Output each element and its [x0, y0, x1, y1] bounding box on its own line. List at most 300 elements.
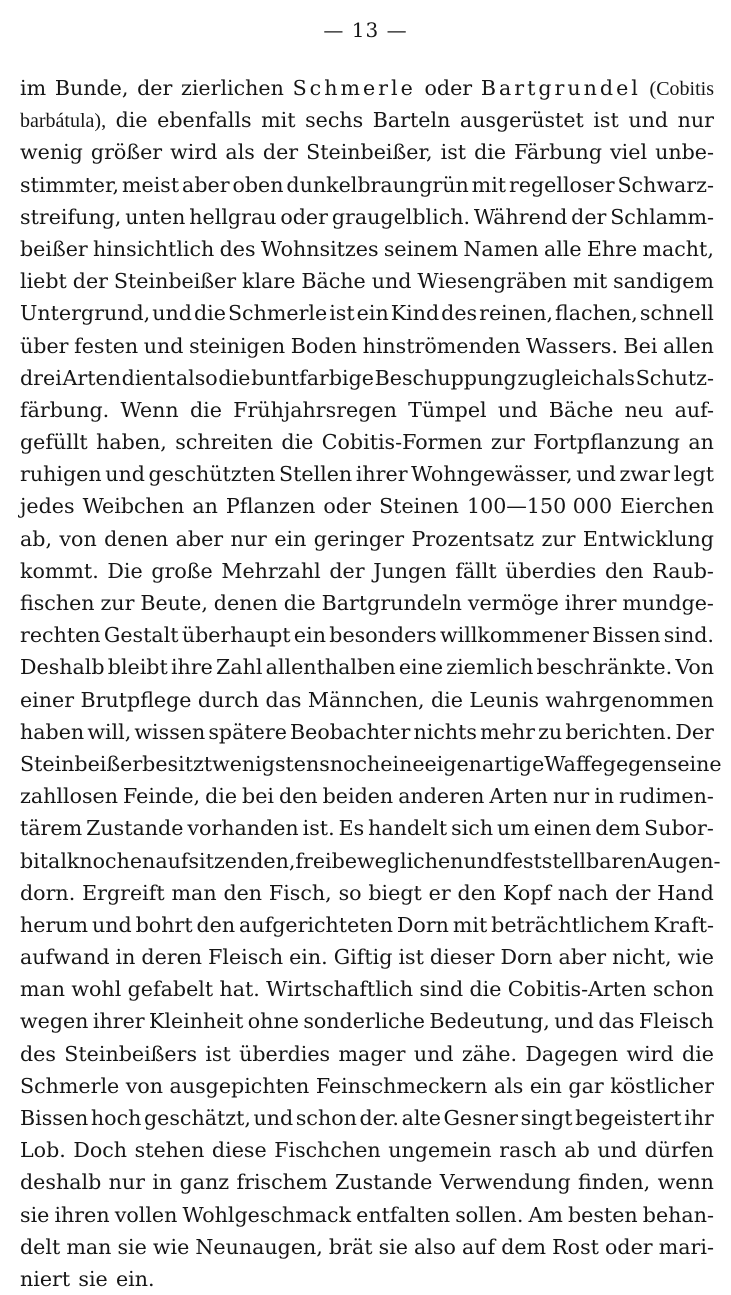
word: Deshalb [20, 655, 105, 680]
word: Bissen [20, 1106, 89, 1130]
word: rechten [20, 623, 101, 648]
word: bleibt [107, 655, 168, 680]
word: ein [274, 526, 307, 551]
word: dem [501, 1234, 547, 1259]
word: geschätzt, [143, 1106, 251, 1130]
word: aber [558, 945, 607, 970]
word: macht, [642, 236, 714, 261]
word: und [152, 301, 192, 326]
word: ist [329, 301, 355, 326]
word: beiden [322, 784, 394, 809]
word: Zustande [335, 1170, 433, 1195]
word: ein. [289, 945, 328, 970]
word: köstlicher [610, 1073, 714, 1098]
word: Während [473, 204, 568, 229]
word: ihr [684, 1106, 714, 1130]
word: man [66, 1234, 112, 1259]
word: von [59, 526, 97, 551]
text-line [20, 458, 714, 490]
word: beträchtlichem [491, 912, 650, 937]
word: Feinde, [122, 784, 201, 809]
word: Fleisch [638, 1009, 714, 1034]
word: alte [401, 1106, 441, 1130]
word: mit [261, 108, 296, 133]
text-line [20, 780, 714, 812]
word: zugleich [517, 365, 605, 390]
word: man [20, 977, 66, 1002]
word: Es [338, 816, 365, 841]
text-line [20, 587, 714, 619]
word: um [497, 816, 530, 841]
word: Wirtschaftlich [266, 977, 414, 1002]
word: Stellen [279, 462, 353, 487]
word: frei [295, 848, 332, 873]
text-line [20, 330, 714, 362]
word: Fortpflanzung [533, 430, 680, 455]
word: wohl [71, 977, 122, 1002]
word: Wohngewässer, [411, 462, 573, 487]
word: mit [452, 912, 488, 937]
word: der [329, 558, 365, 583]
word: wenig [20, 140, 83, 165]
word: die [205, 784, 238, 809]
word: bitalknochen [20, 848, 156, 873]
word: die [189, 397, 222, 422]
word: ein. [115, 1266, 155, 1291]
word: sind [419, 977, 464, 1002]
word: des [441, 301, 478, 326]
word: herum [20, 912, 89, 937]
word: denen [213, 591, 278, 615]
text-line [20, 1199, 714, 1231]
word: nur [677, 108, 714, 133]
word: Waffe [544, 751, 603, 776]
word: klare [242, 269, 296, 294]
word: wenigstens [212, 751, 330, 776]
word: hinströmenden [362, 333, 521, 358]
word: niert [20, 1266, 71, 1291]
word: Bartgrundel [480, 76, 641, 100]
word: Zahl [216, 655, 263, 680]
word: Schlamm- [610, 204, 714, 229]
word: der [137, 76, 173, 100]
word: den [457, 880, 497, 905]
word: Bartgrundeln [321, 591, 462, 615]
word: wegen [20, 1009, 89, 1034]
word: nach [557, 880, 609, 905]
word: die [218, 365, 251, 390]
word: sechs [305, 108, 364, 133]
word: Steinbeißer [20, 751, 143, 776]
word: einer [20, 687, 75, 712]
word: wird [170, 140, 218, 165]
word: zierlichen [180, 76, 284, 100]
word: Namen [463, 236, 539, 261]
word: rudimen- [619, 784, 714, 809]
word: ihre [170, 655, 213, 680]
word: Wohlgeschmack [182, 1202, 352, 1227]
word: Eierchen [620, 494, 714, 519]
word: wahrgenommen [545, 687, 714, 712]
word: mundge- [622, 591, 714, 615]
word: in [115, 945, 136, 970]
word: zur [490, 430, 525, 455]
word: bei [242, 784, 274, 809]
word: stimmter, [20, 172, 120, 197]
word: sich [451, 816, 494, 841]
word: fällt [455, 558, 497, 583]
word: festen [74, 333, 139, 358]
word: und [253, 1106, 294, 1130]
word: Schutz- [635, 365, 714, 390]
word: Schmerle [292, 76, 416, 100]
word: größer [90, 140, 163, 165]
word: haben [20, 719, 85, 744]
word: allen [663, 333, 714, 358]
word: er [428, 880, 451, 905]
word: Bäche [301, 269, 366, 294]
word: man [171, 880, 217, 905]
word: alle [543, 236, 582, 261]
word: dieser [429, 945, 495, 970]
word: handelt [368, 816, 448, 841]
text-line [20, 748, 722, 780]
word: den [278, 784, 318, 809]
word: Von [675, 655, 714, 680]
word: Augen- [646, 848, 721, 873]
word: denen [104, 526, 169, 551]
word: sind. [663, 623, 714, 648]
word: Untergrund, [20, 301, 151, 326]
word: der. [359, 1106, 399, 1130]
word: Gesner [443, 1106, 518, 1130]
word: des [20, 1041, 56, 1066]
word: ihrer [92, 1009, 145, 1034]
word: wie [677, 945, 714, 970]
word: allenthalben [265, 655, 396, 680]
word: (Cobitis [649, 78, 714, 100]
text-line [20, 233, 714, 265]
word: und [92, 912, 132, 937]
text-line [20, 1263, 714, 1295]
word: nur [552, 784, 590, 809]
word: Fischchen [274, 1138, 381, 1163]
word: Kopf [503, 880, 552, 905]
word: Leunis [469, 687, 539, 712]
text-line [20, 909, 714, 941]
word: Pflanzen [225, 494, 316, 519]
word: schon [295, 1106, 357, 1130]
word: das [265, 687, 302, 712]
word: an [192, 494, 218, 519]
word: oben [232, 172, 284, 197]
text-line [20, 812, 714, 844]
word: fischen [20, 591, 95, 615]
word: delt [20, 1234, 61, 1259]
word: Schwarz- [617, 172, 714, 197]
word: als [605, 365, 635, 390]
word: Brutpflege [80, 687, 192, 712]
word: der [262, 140, 299, 165]
word: wenn [657, 1170, 714, 1195]
word: gefabelt [127, 977, 214, 1002]
word: ihrer [564, 591, 617, 615]
word: Wassers. [525, 333, 618, 358]
word: ist [593, 108, 619, 133]
word: dem [595, 816, 641, 841]
word: über [20, 333, 69, 358]
word: Prozentsatz [411, 526, 535, 551]
word: und [628, 108, 669, 133]
word: hinsichtlich [93, 236, 215, 261]
word: willkommener [440, 623, 589, 648]
text-line [20, 169, 714, 201]
word: behan- [642, 1202, 714, 1227]
word: Beute, [140, 591, 208, 615]
word: auf- [674, 397, 714, 422]
word: eine [380, 751, 425, 776]
word: tärem [20, 816, 83, 841]
word: rasch [499, 1138, 557, 1163]
word: stehen [134, 1138, 205, 1163]
word: Die [107, 558, 143, 583]
text-line [20, 684, 714, 716]
text-line [20, 394, 714, 426]
word: Kraft- [653, 912, 714, 937]
word: ausgepichten [169, 1073, 310, 1098]
word: geringer [313, 526, 405, 551]
text-line [20, 1166, 714, 1198]
text-line [20, 941, 714, 973]
word: und [371, 269, 412, 294]
word: Bissen [592, 623, 661, 648]
word: also [414, 1234, 456, 1259]
word: die [281, 430, 314, 455]
word: der [72, 269, 108, 294]
word: beißer [20, 236, 88, 261]
word: Gestalt [103, 623, 179, 648]
word: nur [108, 1170, 145, 1195]
word: graugelblich. [331, 204, 471, 229]
text-line [20, 1070, 714, 1102]
word: steinigen [189, 333, 286, 358]
word: Wiesengräben [417, 269, 567, 294]
word: färbung. [20, 397, 110, 422]
word: so [338, 880, 362, 905]
word: von [125, 1073, 164, 1098]
word: ist [398, 945, 424, 970]
word: 100—150 000 [466, 494, 613, 519]
word: schon [652, 977, 714, 1002]
word: besitzt [142, 751, 213, 776]
word: Entwicklung [582, 526, 714, 551]
text-line [20, 973, 714, 1005]
word: buntfarbige [251, 365, 374, 390]
word: in [594, 784, 615, 809]
word: finden, [578, 1170, 651, 1195]
text-line [20, 490, 714, 522]
word: hat. [219, 977, 260, 1002]
text-line [20, 201, 714, 233]
word: und [143, 333, 184, 358]
page-number: — 13 — [323, 18, 408, 42]
word: Am [528, 1202, 563, 1227]
word: will, [87, 719, 132, 744]
text-line [20, 265, 714, 297]
word: als [225, 140, 255, 165]
word: ihren [54, 1202, 110, 1227]
word: mit [572, 269, 608, 294]
word: zwar [619, 462, 671, 487]
text-line [20, 555, 714, 587]
word: jedes [20, 494, 75, 519]
word: neu [624, 397, 664, 422]
word: Männchen, [307, 687, 425, 712]
word: besonders [329, 623, 437, 648]
word: gegen [602, 751, 667, 776]
word: den [604, 558, 644, 583]
word: der [615, 880, 651, 905]
word: sandigem [613, 269, 714, 294]
word: Subor- [644, 816, 714, 841]
word: mehr [480, 719, 535, 744]
word: ihrer [355, 462, 408, 487]
word: Beschuppung [374, 365, 517, 390]
word: meist [121, 172, 180, 197]
word: ein [529, 1073, 562, 1098]
word: sie [378, 1234, 408, 1259]
word: dunkelbraungrün [286, 172, 469, 197]
word: berichten. [565, 719, 673, 744]
word: Steinbeißers [64, 1041, 198, 1066]
word: als [493, 1073, 524, 1098]
word: Frühjahrsregen [233, 397, 397, 422]
word: viel [610, 140, 648, 165]
word: Boden [290, 333, 357, 358]
text-line [20, 72, 714, 104]
word: Wenn [120, 397, 179, 422]
word: schnell [639, 301, 714, 326]
word: sie [117, 1234, 147, 1259]
word: flachen, [555, 301, 638, 326]
word: Zustande [86, 816, 184, 841]
word: Jungen [373, 558, 447, 583]
word: durch [197, 687, 260, 712]
text-line [20, 104, 714, 136]
word: dient [121, 365, 176, 390]
word: die [682, 1041, 714, 1066]
text-line [20, 426, 714, 458]
word: ohne [247, 1009, 299, 1034]
word: liebt [20, 269, 67, 294]
word: ein [293, 623, 326, 648]
word: des [219, 236, 256, 261]
word: feststellbaren [503, 848, 647, 873]
word: Doch [73, 1138, 128, 1163]
word: zahllosen [20, 784, 118, 809]
word: Steinbeißer, [306, 140, 433, 165]
word: zähe. [461, 1041, 517, 1066]
word: entfalten [356, 1202, 451, 1227]
text-line [20, 1038, 714, 1070]
word: ist. [302, 816, 335, 841]
word: Wohnsitzes [260, 236, 379, 261]
word: Fleisch [208, 945, 284, 970]
word: Kleinheit [149, 1009, 244, 1034]
word: vorhanden [187, 816, 299, 841]
word: kommt. [20, 558, 99, 583]
word: und [463, 848, 504, 873]
word: vollen [114, 1202, 178, 1227]
word: spätere [208, 719, 287, 744]
word: auf [461, 1234, 496, 1259]
word: überdies [505, 558, 597, 583]
word: die [283, 591, 316, 615]
word: das [598, 1009, 635, 1034]
word: Lob. [20, 1138, 66, 1163]
word: und [105, 462, 145, 487]
word: die [115, 108, 148, 133]
word: haben, [96, 430, 167, 455]
word: Kind [390, 301, 440, 326]
text-line [20, 1134, 714, 1166]
word: eine [398, 655, 444, 680]
word: biegt [368, 880, 422, 905]
word: die [431, 687, 463, 712]
word: reinen, [479, 301, 554, 326]
word: Hand [657, 880, 714, 905]
text-line [20, 1005, 714, 1037]
word: die [193, 301, 226, 326]
word: zur [100, 591, 135, 615]
word: Der [675, 719, 714, 744]
text-line [20, 651, 714, 683]
word: dürfen [644, 1138, 714, 1163]
word: Steinbeißer [113, 269, 237, 294]
text-line [20, 136, 714, 168]
text-line [20, 845, 721, 877]
word: Färbung [514, 140, 602, 165]
word: unbe- [655, 140, 714, 165]
word: Schmerle [227, 301, 328, 326]
word: im [20, 76, 47, 100]
word: aufsitzenden, [155, 848, 296, 873]
word: legt [673, 462, 714, 487]
word: ist [205, 1041, 231, 1066]
text-line [20, 877, 714, 909]
word: Arten [489, 784, 548, 809]
word: ein [356, 301, 389, 326]
word: frischem [236, 1170, 328, 1195]
word: ziemlich [446, 655, 534, 680]
word: Beobachter [290, 719, 411, 744]
word: Mehrzahl [221, 558, 321, 583]
word: wird [626, 1041, 674, 1066]
word: wie [152, 1234, 190, 1259]
word: Ehre [586, 236, 638, 261]
word: ausgerüstet [459, 108, 584, 133]
word: bohrt [135, 912, 193, 937]
word: schreiten [175, 430, 273, 455]
word: die [474, 140, 507, 165]
word: Weibchen [82, 494, 185, 519]
text-line [20, 297, 714, 329]
word: ab, [20, 526, 53, 551]
word: und [497, 397, 538, 422]
word: Dorn [500, 945, 553, 970]
word: Rost [552, 1234, 599, 1259]
word: eigenartige [424, 751, 545, 776]
